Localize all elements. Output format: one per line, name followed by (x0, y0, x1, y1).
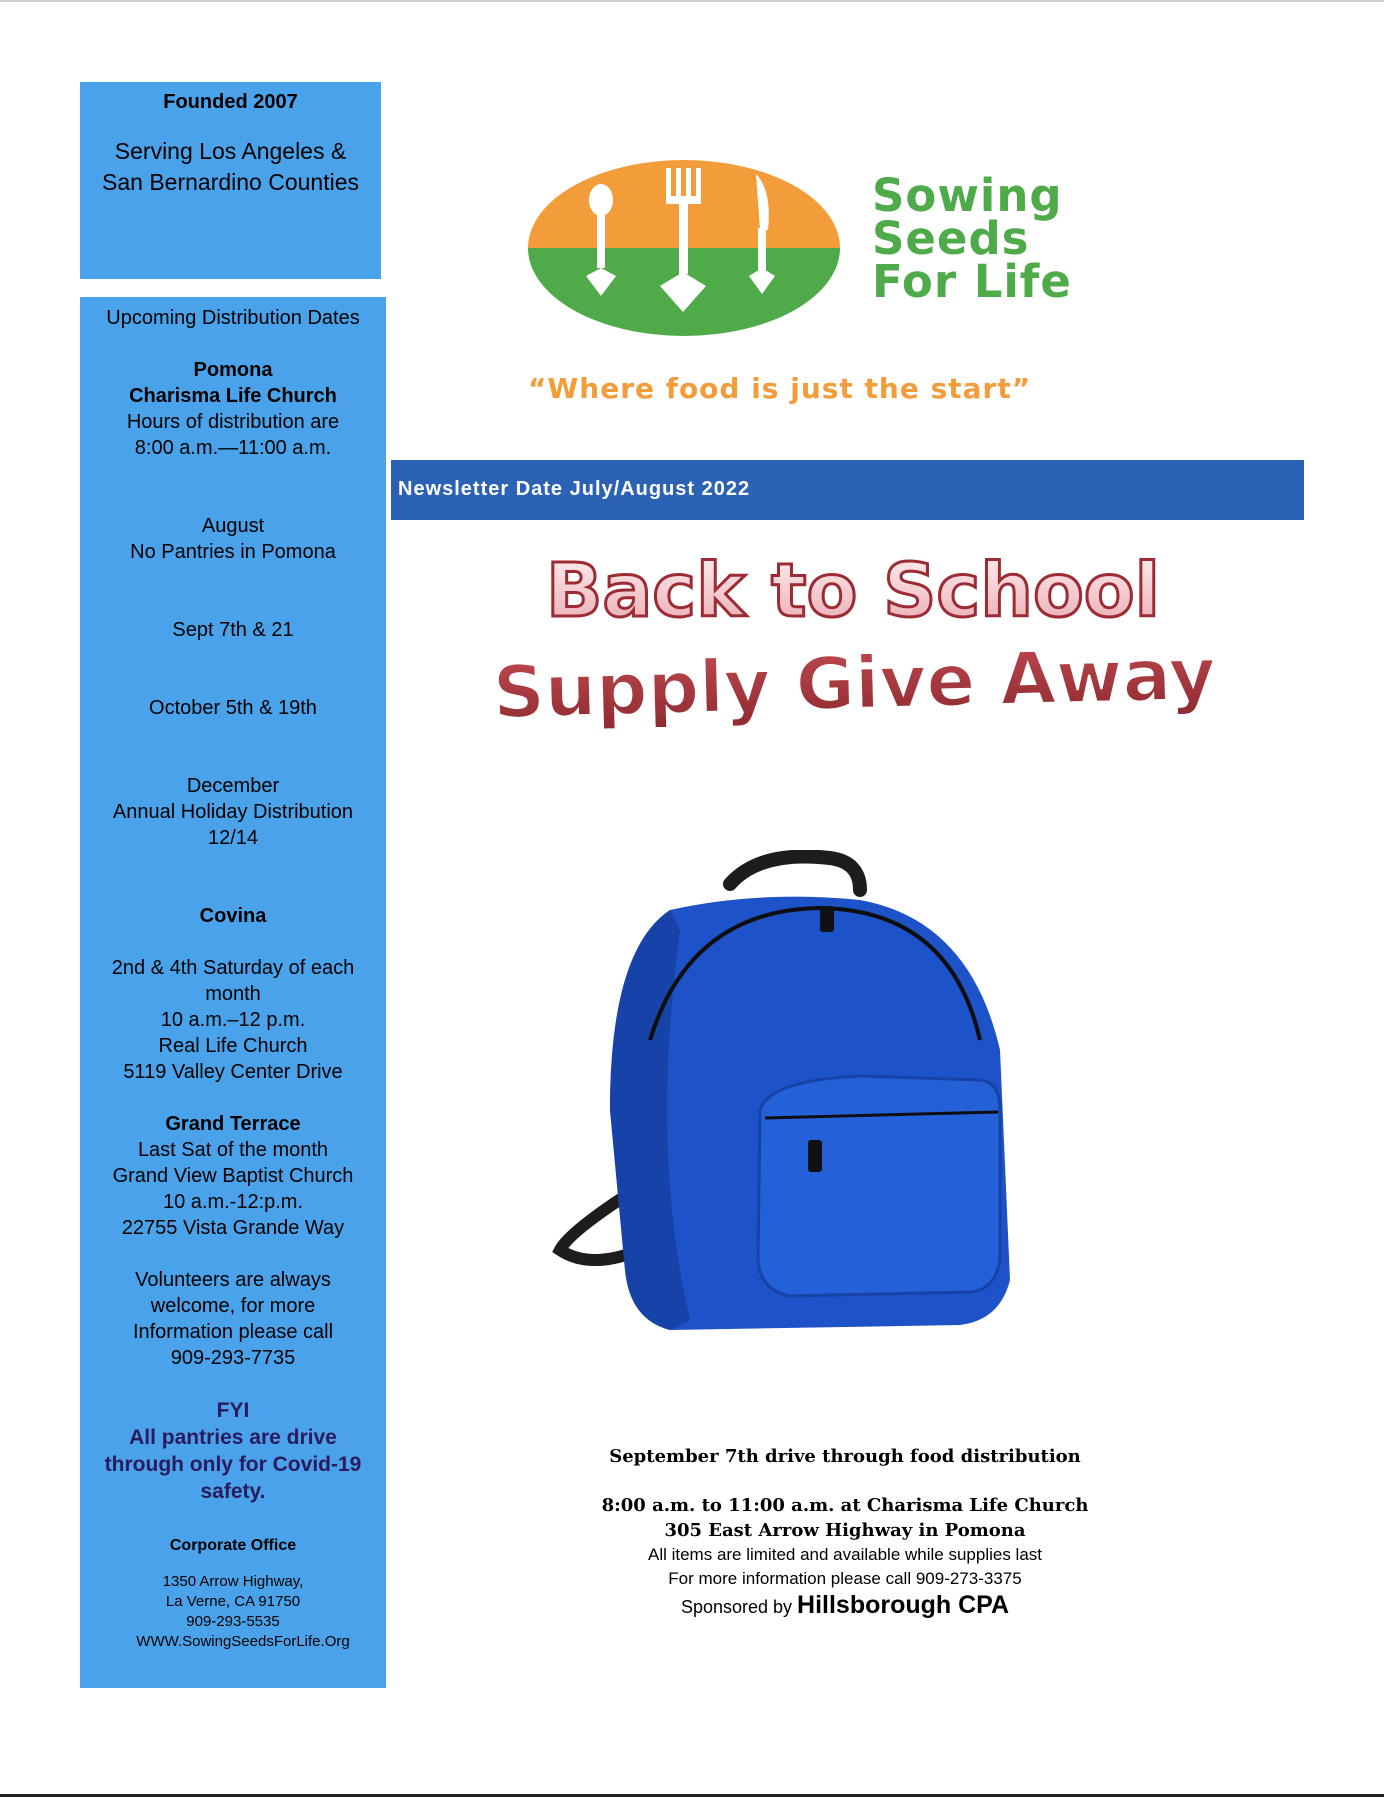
event-info (560, 1444, 1130, 1621)
logo-plate-icon (528, 160, 840, 336)
covina-line-4: Real Life Church (158, 1035, 308, 1057)
sept-dates: Sept 7th & 21 (172, 619, 294, 641)
volunteer-phone: 909-293-7735 (170, 1347, 296, 1369)
address-line-1: 1350 Arrow Highway, (162, 1573, 304, 1590)
brand-line-2: Seeds (872, 212, 1030, 265)
october-dates: October 5th & 19th (149, 697, 317, 719)
brand-name (872, 169, 1072, 308)
covina-line-3: 10 a.m.–12 p.m. (160, 1009, 306, 1031)
fyi-line-1: All pantries are drive (129, 1426, 337, 1449)
upcoming-title: Upcoming Distribution Dates (106, 307, 360, 329)
covina-line-2: month (205, 983, 261, 1005)
sponsored-prefix: Sponsored by (680, 1597, 793, 1617)
serving-text (80, 136, 381, 198)
volunteer-line-3: Information please call (132, 1321, 334, 1343)
info-line-4: All items are limited and available while supplies last (647, 1545, 1043, 1564)
headline-line-1: Back to School (545, 548, 1161, 634)
fyi-heading: FYI (216, 1399, 250, 1422)
august-note: No Pantries in Pomona (130, 541, 336, 563)
backpack-image (530, 850, 1160, 1340)
covina-line-1: 2nd & 4th Saturday of each (111, 957, 355, 979)
address-line-2: La Verne, CA 91750 (165, 1593, 301, 1610)
tagline: “Where food is just the start” (528, 372, 1032, 405)
grand-terrace-heading: Grand Terrace (165, 1113, 301, 1135)
pomona-hours-2: 8:00 a.m.—11:00 a.m. (134, 437, 332, 459)
fyi-line-2: through only for Covid-19 (104, 1453, 362, 1476)
founded-box (80, 82, 381, 279)
serving-line-1: Serving Los Angeles & (114, 138, 347, 164)
info-line-2: 8:00 a.m. to 11:00 a.m. at Charisma Life Church (601, 1495, 1089, 1516)
sponsor-name: Hillsborough CPA (797, 1591, 1010, 1619)
fyi-line-3: safety. (200, 1480, 266, 1503)
gt-line-2: Grand View Baptist Church (112, 1165, 354, 1187)
headline-wordart (440, 530, 1260, 760)
pomona-church: Charisma Life Church (129, 385, 337, 407)
volunteer-line-2: welcome, for more (150, 1295, 316, 1317)
volunteer-line-1: Volunteers are always (135, 1269, 331, 1291)
address-phone: 909-293-5535 (186, 1613, 280, 1630)
covina-line-5: 5119 Valley Center Drive (123, 1061, 343, 1083)
info-line-3: 305 East Arrow Highway in Pomona (664, 1520, 1026, 1541)
brand-line-3: For Life (872, 255, 1072, 308)
corporate-office-heading: Corporate Office (169, 1537, 297, 1554)
pomona-heading: Pomona (193, 359, 273, 381)
info-line-5: For more information please call 909-273-3375 (668, 1569, 1022, 1588)
website-text: WWW.SowingSeedsForLife.Org (136, 1633, 350, 1650)
top-divider (0, 0, 1384, 2)
sponsor-line (560, 1591, 1130, 1621)
august-heading: August (201, 515, 265, 537)
gt-line-3: 10 a.m.-12:p.m. (162, 1191, 304, 1213)
headline-line-2: Supply Give Away (491, 631, 1217, 735)
bottom-divider (0, 1794, 1384, 1797)
december-date: 12/14 (207, 827, 259, 849)
info-line-1: September 7th drive through food distribution (609, 1446, 1081, 1467)
covina-heading: Covina (199, 905, 267, 927)
gt-line-1: Last Sat of the month (137, 1139, 329, 1161)
founded-text: Founded 2007 (163, 91, 298, 113)
newsletter-date-bar: Newsletter Date July/August 2022 (391, 460, 1304, 520)
brand-line-1: Sowing (872, 169, 1063, 222)
december-heading: December (186, 775, 280, 797)
pomona-hours-1: Hours of distribution are (126, 411, 340, 433)
december-note: Annual Holiday Distribution (112, 801, 354, 823)
serving-line-2: San Bernardino Counties (102, 169, 359, 195)
gt-line-4: 22755 Vista Grande Way (121, 1217, 345, 1239)
distribution-box (80, 297, 386, 1688)
